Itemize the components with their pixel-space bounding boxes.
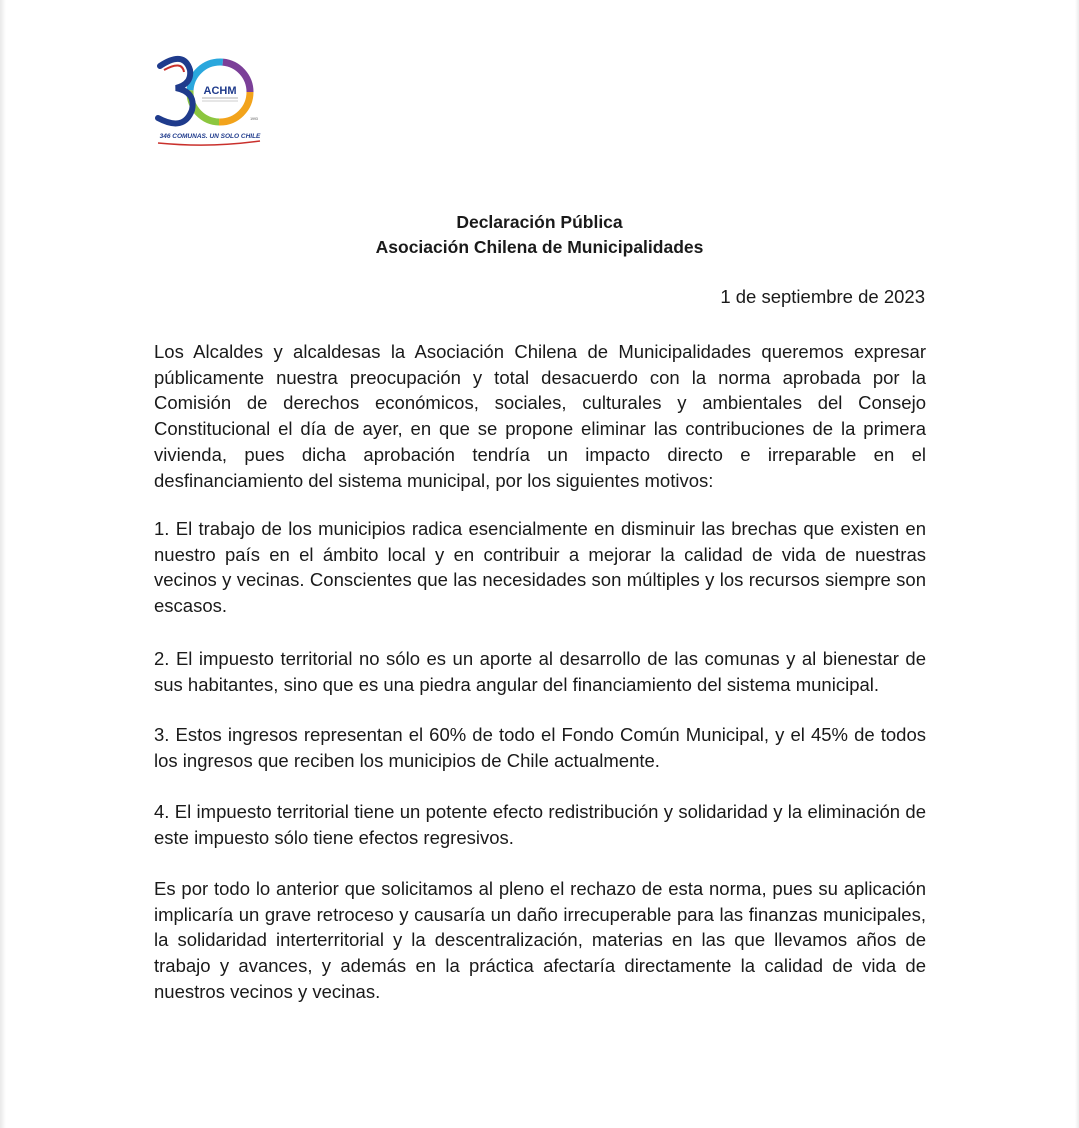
- declaration-header: [0, 210, 1079, 260]
- closing-paragraph: [154, 876, 926, 1005]
- achm-30-years-logo: [150, 48, 268, 152]
- logo-year-mark: 1993: [250, 117, 258, 121]
- organization-name: Asociación Chilena de Municipalidades: [375, 237, 704, 257]
- point-1-text: 1. El trabajo de los municipios radica esencialmente en disminuir las brechas que existen en nuestro país en el ámbito local y en contribuir a mejorar la calidad de vida de nuestras vecinos y vecinas. Conscientes que las necesidades son múltiples y los recursos siempre son escasos.: [154, 518, 926, 617]
- point-3-paragraph: [154, 722, 926, 773]
- point-3-text: 3. Estos ingresos representan el 60% de todo el Fondo Común Municipal, y el 45% de todos los ingresos que reciben los municipios de Chile actualmente.: [154, 724, 926, 771]
- point-2-paragraph: [154, 646, 926, 697]
- point-4-paragraph: [154, 799, 926, 850]
- page-edge-shadow-left: [0, 0, 6, 1128]
- closing-text: Es por todo lo anterior que solicitamos al pleno el rechazo de esta norma, pues su aplicación implicaría un grave retroceso y causaría un daño irrecuperable para las finanzas municipales, la solidaridad interterritorial y la descentralización, materias en las que llevamos años de trabajo y avances, y además en la práctica afectaría directamente la calidad de vida de nuestros vecinos y vecinas.: [154, 878, 926, 1002]
- point-1-paragraph: [154, 516, 926, 619]
- intro-text: Los Alcaldes y alcaldesas la Asociación Chilena de Municipalidades queremos expresar públicamente nuestra preocupación y total desacuerdo con la norma aprobada por la Comisión de derechos económicos, sociales, culturales y ambientales del Consejo Constitucional el día de ayer, en que se propone eliminar las contribuciones de la primera vivienda, pues dicha aprobación tendría un impacto directo e irreparable en el desfinanciamiento del sistema municipal, por los siguientes motivos:: [154, 341, 926, 491]
- declaration-title: Declaración Pública: [456, 212, 623, 232]
- point-4-text: 4. El impuesto territorial tiene un potente efecto redistribución y solidaridad y la eliminación de este impuesto sólo tiene efectos regresivos.: [154, 801, 926, 848]
- intro-paragraph: [154, 339, 926, 493]
- logo-acronym: ACHM: [203, 85, 237, 97]
- document-date: 1 de septiembre de 2023: [720, 286, 925, 307]
- point-2-text: 2. El impuesto territorial no sólo es un aporte al desarrollo de las comunas y al bienestar de sus habitantes, sino que es una piedra angular del financiamiento del sistema municipal.: [154, 648, 926, 695]
- logo-tagline: 346 COMUNAS. UN SOLO CHILE: [159, 133, 261, 140]
- page-edge-shadow-right: [1075, 0, 1079, 1128]
